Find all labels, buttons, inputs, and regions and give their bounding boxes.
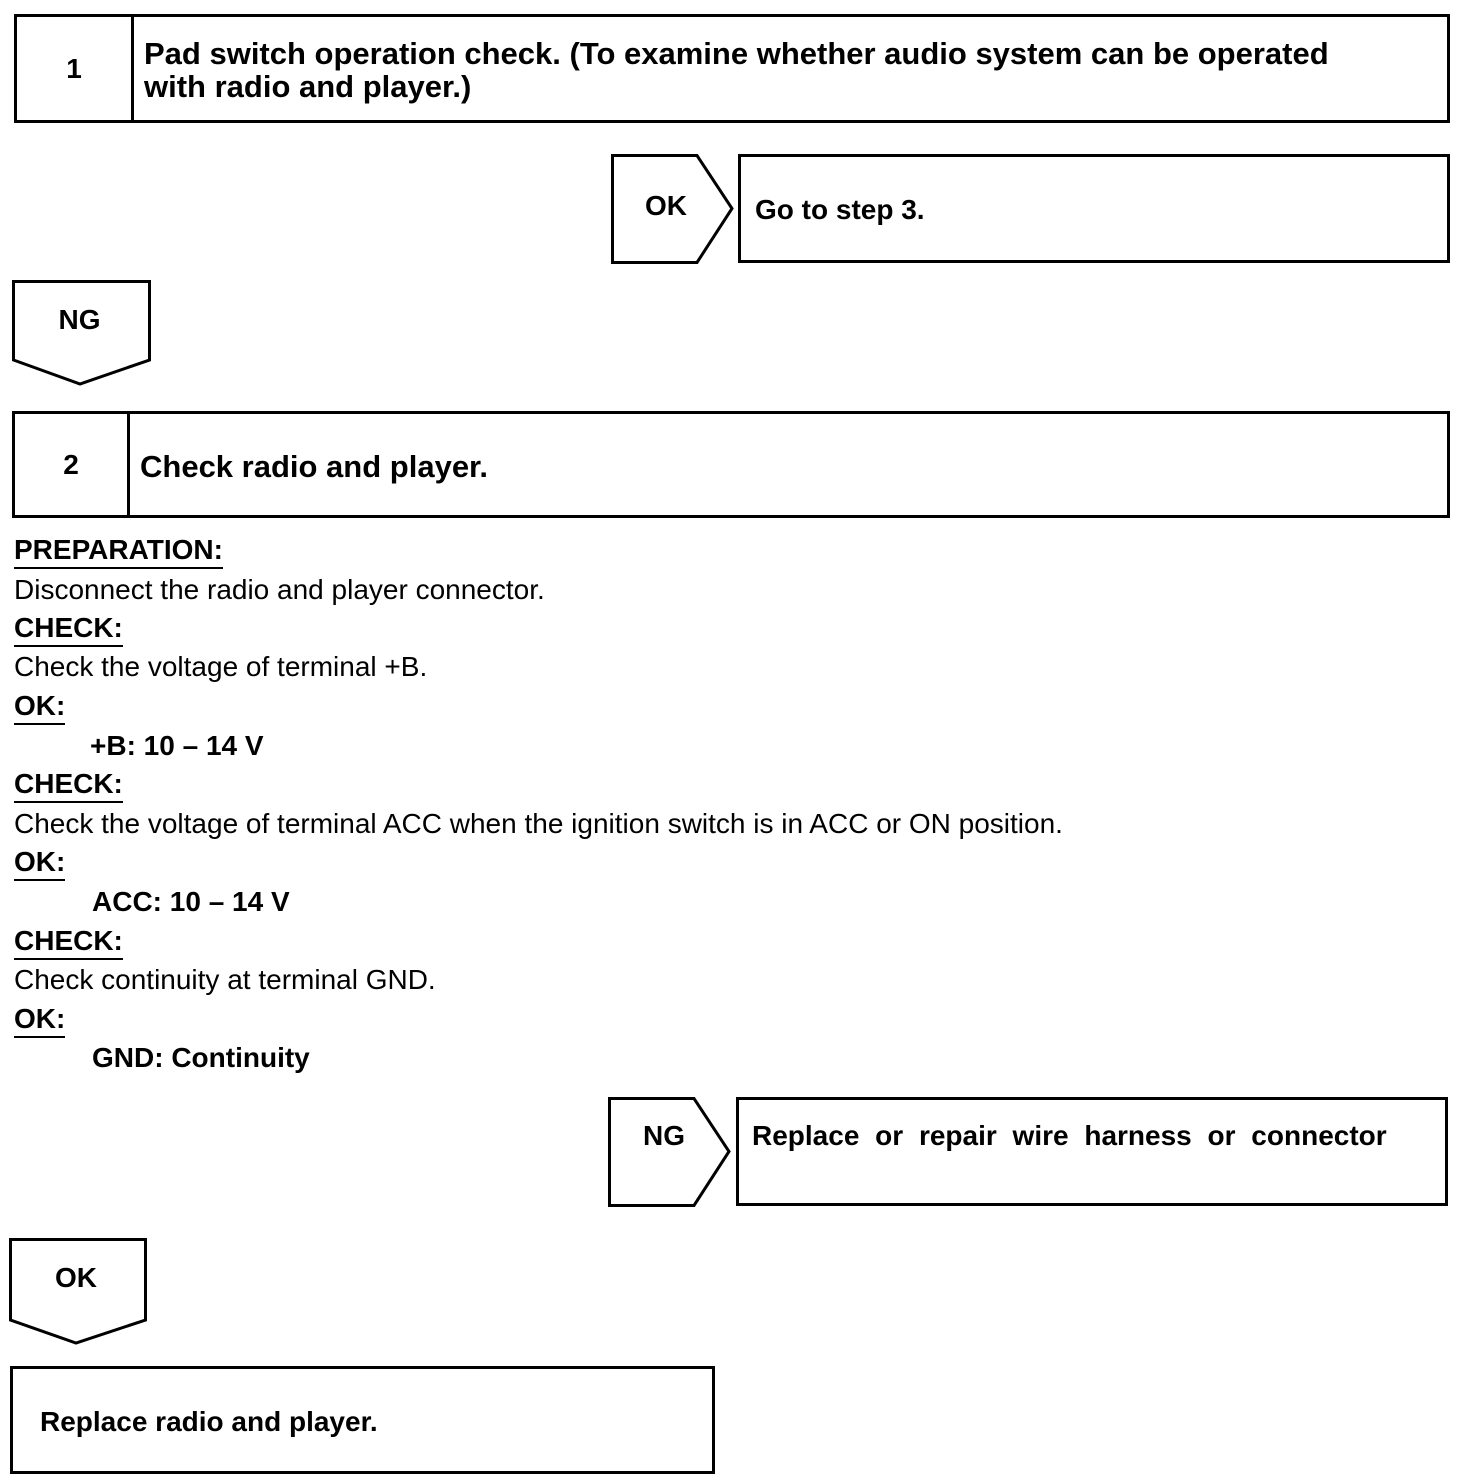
step-2-ok-result-box <box>10 1366 715 1474</box>
step-2-ok-label: OK <box>55 1262 97 1293</box>
step-2-box <box>12 411 1450 518</box>
step-1-ok-label: OK <box>645 190 687 221</box>
check-3-heading: CHECK: <box>14 925 123 960</box>
check-2-spec: ACC: 10 – 14 V <box>92 886 290 917</box>
step-2-ng-result-text: Replace or repair wire harness or connector <box>752 1120 1387 1151</box>
step-1-ok-result-text: Go to step 3. <box>755 194 925 225</box>
check-3-text: Check continuity at terminal GND. <box>14 964 436 995</box>
step-2-ng-result-box <box>736 1097 1448 1206</box>
check-2-ok-heading: OK: <box>14 846 65 881</box>
step-2-ok-result-text: Replace radio and player. <box>40 1406 378 1437</box>
check-1-ok-heading: OK: <box>14 690 65 725</box>
step-1-ok-result-box <box>738 154 1450 263</box>
step-2-ng-arrow-tag <box>608 1097 732 1207</box>
step-1-ng-label: NG <box>58 304 101 335</box>
step-1-title-line-2: with radio and player.) <box>144 69 472 104</box>
preparation-text: Disconnect the radio and player connector. <box>14 574 545 605</box>
check-3-spec: GND: Continuity <box>92 1042 310 1073</box>
check-2-text: Check the voltage of terminal ACC when the ignition switch is in ACC or ON position. <box>14 808 1063 839</box>
check-1-spec: +B: 10 – 14 V <box>90 730 264 761</box>
step-1-title-line-1: Pad switch operation check. (To examine whether audio system can be operated <box>144 36 1329 71</box>
step-2-title: Check radio and player. <box>140 449 489 484</box>
step-2-number: 2 <box>15 414 130 515</box>
step-2-ng-label: NG <box>643 1120 685 1151</box>
step-1-box <box>14 14 1450 123</box>
step-1-number: 1 <box>17 17 134 120</box>
preparation-heading: PREPARATION: <box>14 534 223 569</box>
check-3-ok-heading: OK: <box>14 1003 65 1038</box>
check-1-heading: CHECK: <box>14 612 123 647</box>
check-2-heading: CHECK: <box>14 768 123 803</box>
check-1-text: Check the voltage of terminal +B. <box>14 651 428 682</box>
